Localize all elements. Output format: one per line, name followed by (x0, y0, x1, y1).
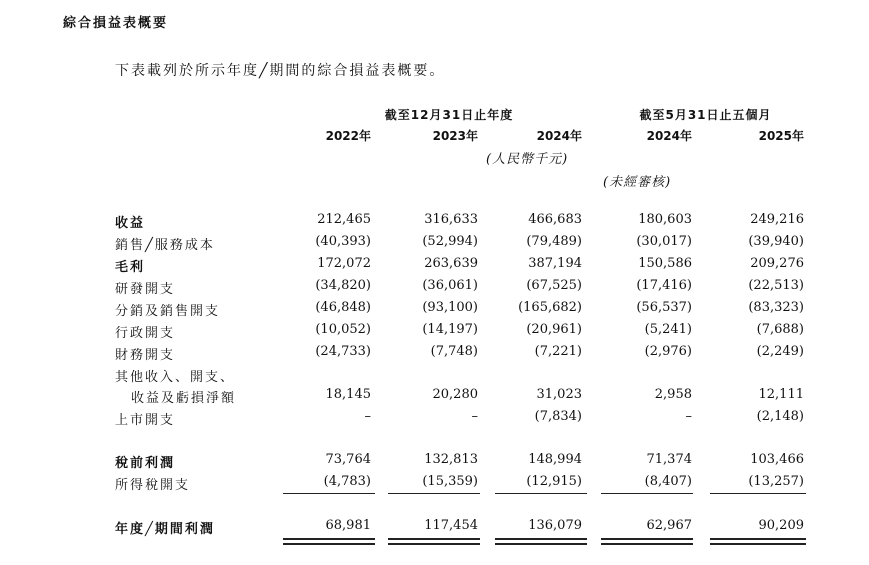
cell-value: (22,513) (748, 278, 804, 293)
cell-value: 103,466 (750, 452, 804, 467)
total-rule-upper (495, 538, 587, 540)
cell-value: (36,061) (422, 278, 478, 293)
table-row-listing-expenses (0, 409, 869, 429)
total-rule-lower (388, 543, 480, 545)
cell-value: (56,537) (636, 300, 692, 315)
table-row-profit-for-period (0, 518, 869, 538)
total-rule-upper (283, 538, 375, 540)
cell-value: 466,683 (528, 212, 582, 227)
cell-value: (4,783) (323, 474, 371, 489)
table-row-finance-costs (0, 344, 869, 364)
cell-value: (7,221) (534, 344, 582, 359)
cell-value: 31,023 (536, 387, 582, 402)
total-rule-lower (710, 543, 806, 545)
cell-value: 180,603 (638, 212, 692, 227)
table-row-income-tax (0, 474, 869, 494)
unaudited-note: (未經審核) (603, 175, 672, 190)
cell-value: 212,465 (317, 212, 371, 227)
subtotal-rule (388, 493, 480, 494)
cell-value: (93,100) (422, 300, 478, 315)
row-label: 稅前利潤 (115, 456, 176, 471)
cell-value: 172,072 (317, 256, 371, 271)
table-row-other-income (0, 387, 869, 407)
cell-value: (2,976) (644, 344, 692, 359)
cell-value: 136,079 (528, 518, 582, 533)
cell-value: 62,967 (646, 518, 692, 533)
table-row-gross-profit (0, 256, 869, 276)
row-label-continued: 收益及虧損淨額 (131, 391, 237, 406)
cell-value: 71,374 (646, 452, 692, 467)
cell-value: 90,209 (758, 518, 804, 533)
cell-value: (165,682) (518, 300, 582, 315)
table-row-revenue (0, 212, 869, 232)
cell-value: – (471, 409, 478, 424)
cell-value: 249,216 (750, 212, 804, 227)
row-label: 上市開支 (115, 413, 176, 428)
subtotal-rule (495, 493, 587, 494)
row-label: 分銷及銷售開支 (115, 304, 221, 319)
intro-text: 下表載列於所示年度╱期間的綜合損益表概要。 (115, 63, 446, 79)
table-row-selling-expenses (0, 300, 869, 320)
year-header-2023: 2023年 (432, 129, 478, 143)
cell-value: 73,764 (325, 452, 371, 467)
cell-value: (34,820) (315, 278, 371, 293)
year-header-2022: 2022年 (325, 129, 371, 143)
total-rule-lower (495, 543, 587, 545)
row-label: 收益 (115, 216, 146, 231)
cell-value: 2,958 (654, 387, 692, 402)
cell-value: (39,940) (748, 234, 804, 249)
table-row-profit-before-tax (0, 452, 869, 472)
subtotal-rule (710, 493, 806, 494)
row-label: 財務開支 (115, 348, 176, 363)
cell-value: (24,733) (315, 344, 371, 359)
cell-value: (2,249) (756, 344, 804, 359)
row-label: 銷售╱服務成本 (115, 238, 215, 253)
cell-value: (83,323) (748, 300, 804, 315)
cell-value: 20,280 (432, 387, 478, 402)
row-label: 研發開支 (115, 282, 176, 297)
total-rule-upper (601, 538, 693, 540)
year-header-2024: 2024年 (536, 129, 582, 143)
cell-value: (7,834) (534, 409, 582, 424)
total-rule-lower (283, 543, 375, 545)
cell-value: 263,639 (424, 256, 478, 271)
cell-value: (10,052) (315, 322, 371, 337)
table-row-other-income-label-line1 (0, 366, 869, 386)
year-header-2024-period: 2024年 (646, 129, 692, 143)
cell-value: 387,194 (528, 256, 582, 271)
column-group-year-ended: 截至12月31日止年度 (384, 108, 514, 122)
cell-value: 316,633 (424, 212, 478, 227)
cell-value: (30,017) (636, 234, 692, 249)
cell-value: 148,994 (528, 452, 582, 467)
cell-value: (5,241) (644, 322, 692, 337)
cell-value: 117,454 (424, 518, 478, 533)
cell-value: 18,145 (325, 387, 371, 402)
cell-value: (20,961) (526, 322, 582, 337)
cell-value: (7,748) (430, 344, 478, 359)
column-group-five-months: 截至5月31日止五個月 (639, 108, 772, 122)
cell-value: (13,257) (748, 474, 804, 489)
table-row-rnd-expenses (0, 278, 869, 298)
cell-value: (15,359) (422, 474, 478, 489)
cell-value: (40,393) (315, 234, 371, 249)
cell-value: (2,148) (756, 409, 804, 424)
total-rule-lower (601, 543, 693, 545)
cell-value: 209,276 (750, 256, 804, 271)
subtotal-rule (283, 493, 375, 494)
cell-value: 68,981 (325, 518, 371, 533)
subtotal-rule (601, 493, 693, 494)
table-row-admin-expenses (0, 322, 869, 342)
cell-value: (52,994) (422, 234, 478, 249)
cell-value: (14,197) (422, 322, 478, 337)
row-label: 其他收入、開支、 (115, 370, 236, 385)
row-label: 所得稅開支 (115, 478, 191, 493)
cell-value: (46,848) (315, 300, 371, 315)
currency-note: (人民幣千元) (486, 152, 569, 167)
cell-value: – (364, 409, 371, 424)
year-header-2025-period: 2025年 (758, 129, 804, 143)
table-row-cost-of-sales (0, 234, 869, 254)
cell-value: 132,813 (424, 452, 478, 467)
row-label: 毛利 (115, 260, 146, 275)
row-label: 年度╱期間利潤 (115, 522, 215, 537)
cell-value: (7,688) (756, 322, 804, 337)
cell-value: (8,407) (644, 474, 692, 489)
cell-value: 12,111 (758, 387, 804, 402)
cell-value: (67,525) (526, 278, 582, 293)
cell-value: – (685, 409, 692, 424)
cell-value: (17,416) (636, 278, 692, 293)
section-title: 綜合損益表概要 (63, 16, 169, 31)
cell-value: (79,489) (526, 234, 582, 249)
total-rule-upper (710, 538, 806, 540)
cell-value: (12,915) (526, 474, 582, 489)
cell-value: 150,586 (638, 256, 692, 271)
row-label: 行政開支 (115, 326, 176, 341)
total-rule-upper (388, 538, 480, 540)
